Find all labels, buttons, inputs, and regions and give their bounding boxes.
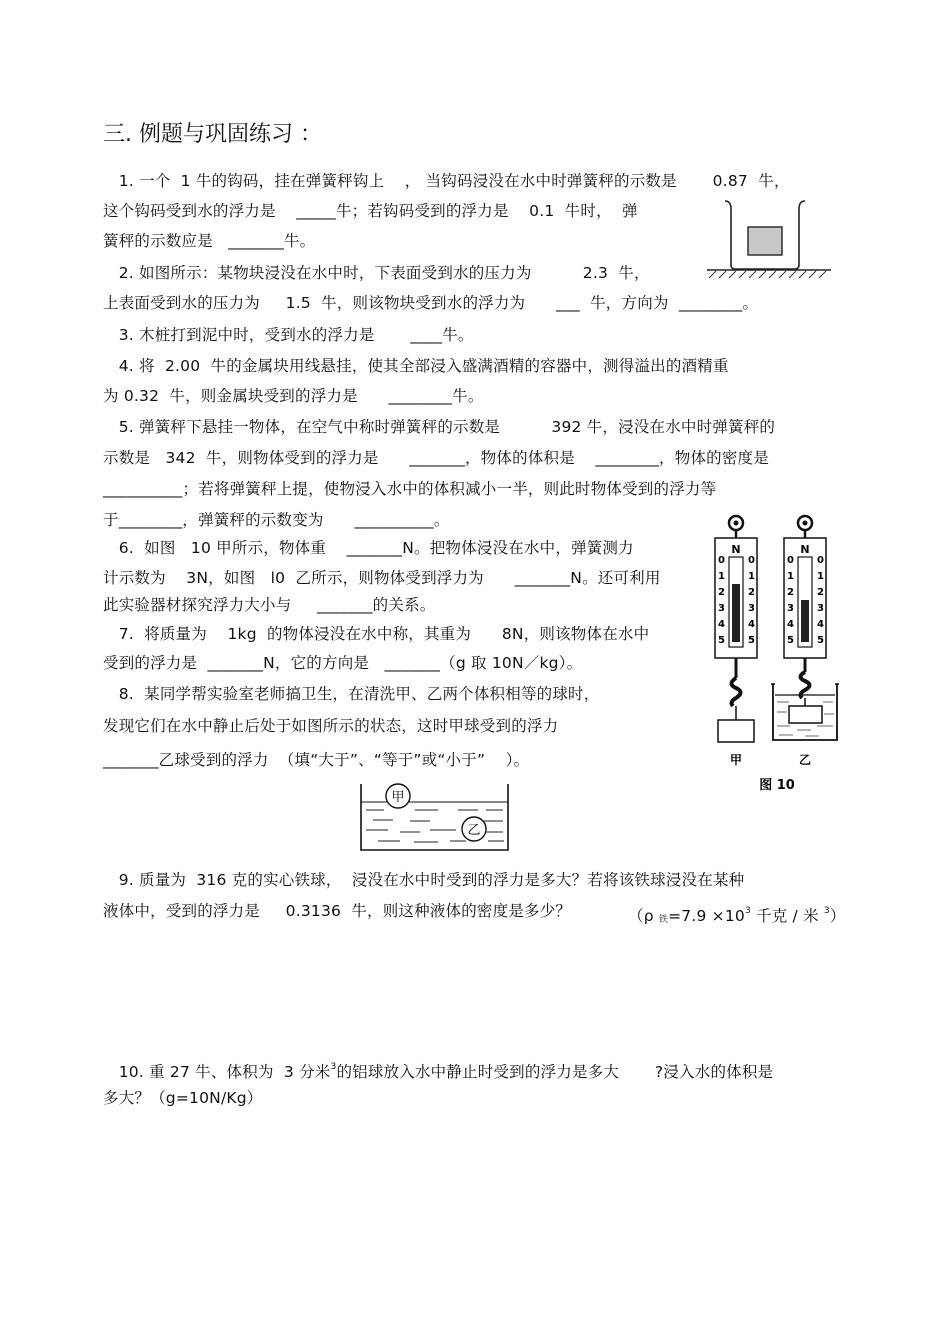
svg-text:5: 5 [718, 635, 725, 646]
svg-text:2: 2 [748, 587, 755, 598]
right-scale-letter: N [800, 543, 810, 556]
q8-line-3: _______乙球受到的浮力 （填“大于”、“等于”或“小于” ）。 [103, 751, 530, 769]
svg-text:0: 0 [748, 555, 755, 566]
svg-text:2: 2 [718, 587, 725, 598]
svg-text:0: 0 [718, 555, 725, 566]
q5-line-2: 示数是 342 牛，则物体受到的浮力是 _______，物体的体积是 ________，物体的密度是 [103, 449, 769, 467]
q10-line-2: 多大？（g=10N/Kg） [103, 1089, 263, 1107]
q10-exponent: 3 [330, 1062, 337, 1072]
q4-line-1: 4. 将 2.00 牛的金属块用线悬挂，使其全部浸入盛满酒精的容器中，测得溢出的酒精重 [103, 357, 729, 375]
svg-text:4: 4 [748, 619, 755, 630]
q3-line-1: 3. 木桩打到泥中时，受到水的浮力是 ____牛。 [103, 326, 474, 344]
label-jia: 甲 [729, 753, 743, 767]
q2-line-2: 上表面受到水的压力为 1.5 牛，则该物块受到水的浮力为 ___ 牛，方向为 ________。 [103, 294, 759, 312]
svg-text:3: 3 [787, 603, 794, 614]
q8-line-2: 发现它们在水中静止后处于如图所示的状态，这时甲球受到的浮力 [103, 717, 559, 735]
q1-line-1: 1. 一个 1 牛的钩码，挂在弹簧秤钩上 ， 当钩码浸没在水中时弹簧秤的示数是 0.87 牛， [103, 172, 790, 190]
q6-line-3: 此实验器材探究浮力大小与 _______的关系。 [103, 596, 436, 614]
svg-text:1: 1 [817, 571, 824, 582]
svg-text:5: 5 [787, 635, 794, 646]
q1-line-3: 簧秤的示数应是 _______牛。 [103, 232, 316, 250]
svg-text:0: 0 [817, 555, 824, 566]
figure10-caption: 图 10 [759, 778, 795, 793]
q10-line-1: 10. 重 27 牛、体积为 3 分米$^3$的铝球放入水中静止时受到的浮力是多大 ?浸入水的体积是 [103, 1062, 774, 1081]
svg-text:3: 3 [718, 603, 725, 614]
q9-given: （ρ 铁$=7.9 \times 10^3$ 千克 / 米 $^3$） [628, 906, 846, 925]
svg-text:4: 4 [787, 619, 794, 630]
svg-text:1: 1 [718, 571, 725, 582]
q9-line-1: 9. 质量为 316 克的实心铁球， 浸没在水中时受到的浮力是多大？若将该铁球浸没在某种 [103, 871, 745, 889]
q9-line-2 [103, 901, 571, 921]
q9-line-2-text: 液体中，受到的浮力是 0.3136 牛，则这种液体的密度是多少？ [103, 902, 572, 920]
q8-line-1: 8. 某同学帮实验室老师搞卫生，在清洗甲、乙两个体积相等的球时， [103, 685, 600, 703]
svg-text:1: 1 [748, 571, 755, 582]
svg-text:2: 2 [787, 587, 794, 598]
q6-line-1: 6. 如图 10 甲所示，物体重 _______N。把物体浸没在水中，弹簧测力 [103, 539, 634, 557]
svg-text:4: 4 [718, 619, 725, 630]
svg-text:甲: 甲 [391, 790, 405, 805]
q1-line-2: 这个钩码受到水的浮力是 _____牛；若钩码受到的浮力是 0.1 牛时， 弹 [103, 202, 638, 220]
q4-line-2: 为 0.32 牛，则金属块受到的浮力是 ________牛。 [103, 387, 484, 405]
svg-text:4: 4 [817, 619, 824, 630]
q6-line-2: 计示数为 3N，如图 l0 乙所示，则物体受到浮力为 _______N。还可利用 [103, 569, 661, 587]
block-shape [748, 227, 782, 255]
spring-scale-figure [705, 512, 845, 797]
svg-text:1: 1 [787, 571, 794, 582]
svg-text:乙: 乙 [467, 823, 481, 838]
left-scale-letter: N [731, 543, 741, 556]
svg-text:3: 3 [748, 603, 755, 614]
q5-line-4: 于________，弹簧秤的示数变为 __________。 [103, 511, 450, 529]
q7-line-2: 受到的浮力是 _______N，它的方向是 _______（g 取 10N／kg）。 [103, 654, 583, 672]
svg-text:0: 0 [787, 555, 794, 566]
q7-line-1: 7. 将质量为 1kg 的物体浸没在水中称，其重为 8N，则该物体在水中 [103, 625, 650, 643]
q5-line-1: 5. 弹簧秤下悬挂一物体，在空气中称时弹簧秤的示数是 392 牛，浸没在水中时弹簧秤的 [103, 418, 776, 436]
svg-text:5: 5 [817, 635, 824, 646]
q5-line-3: __________；若将弹簧秤上提，使物浸入水中的体积减小一半，则此时物体受到的浮力等 [103, 480, 717, 498]
balls-in-water-figure [358, 780, 513, 855]
svg-text:3: 3 [817, 603, 824, 614]
section-title: 三. 例题与巩固练习 ： [103, 122, 322, 147]
svg-text:2: 2 [817, 587, 824, 598]
svg-text:5: 5 [748, 635, 755, 646]
q2-line-1: 2. 如图所示：某物块浸没在水中时，下表面受到水的压力为 2.3 牛， [103, 264, 650, 282]
label-yi: 乙 [798, 753, 812, 767]
submerged-block-figure [705, 195, 835, 280]
